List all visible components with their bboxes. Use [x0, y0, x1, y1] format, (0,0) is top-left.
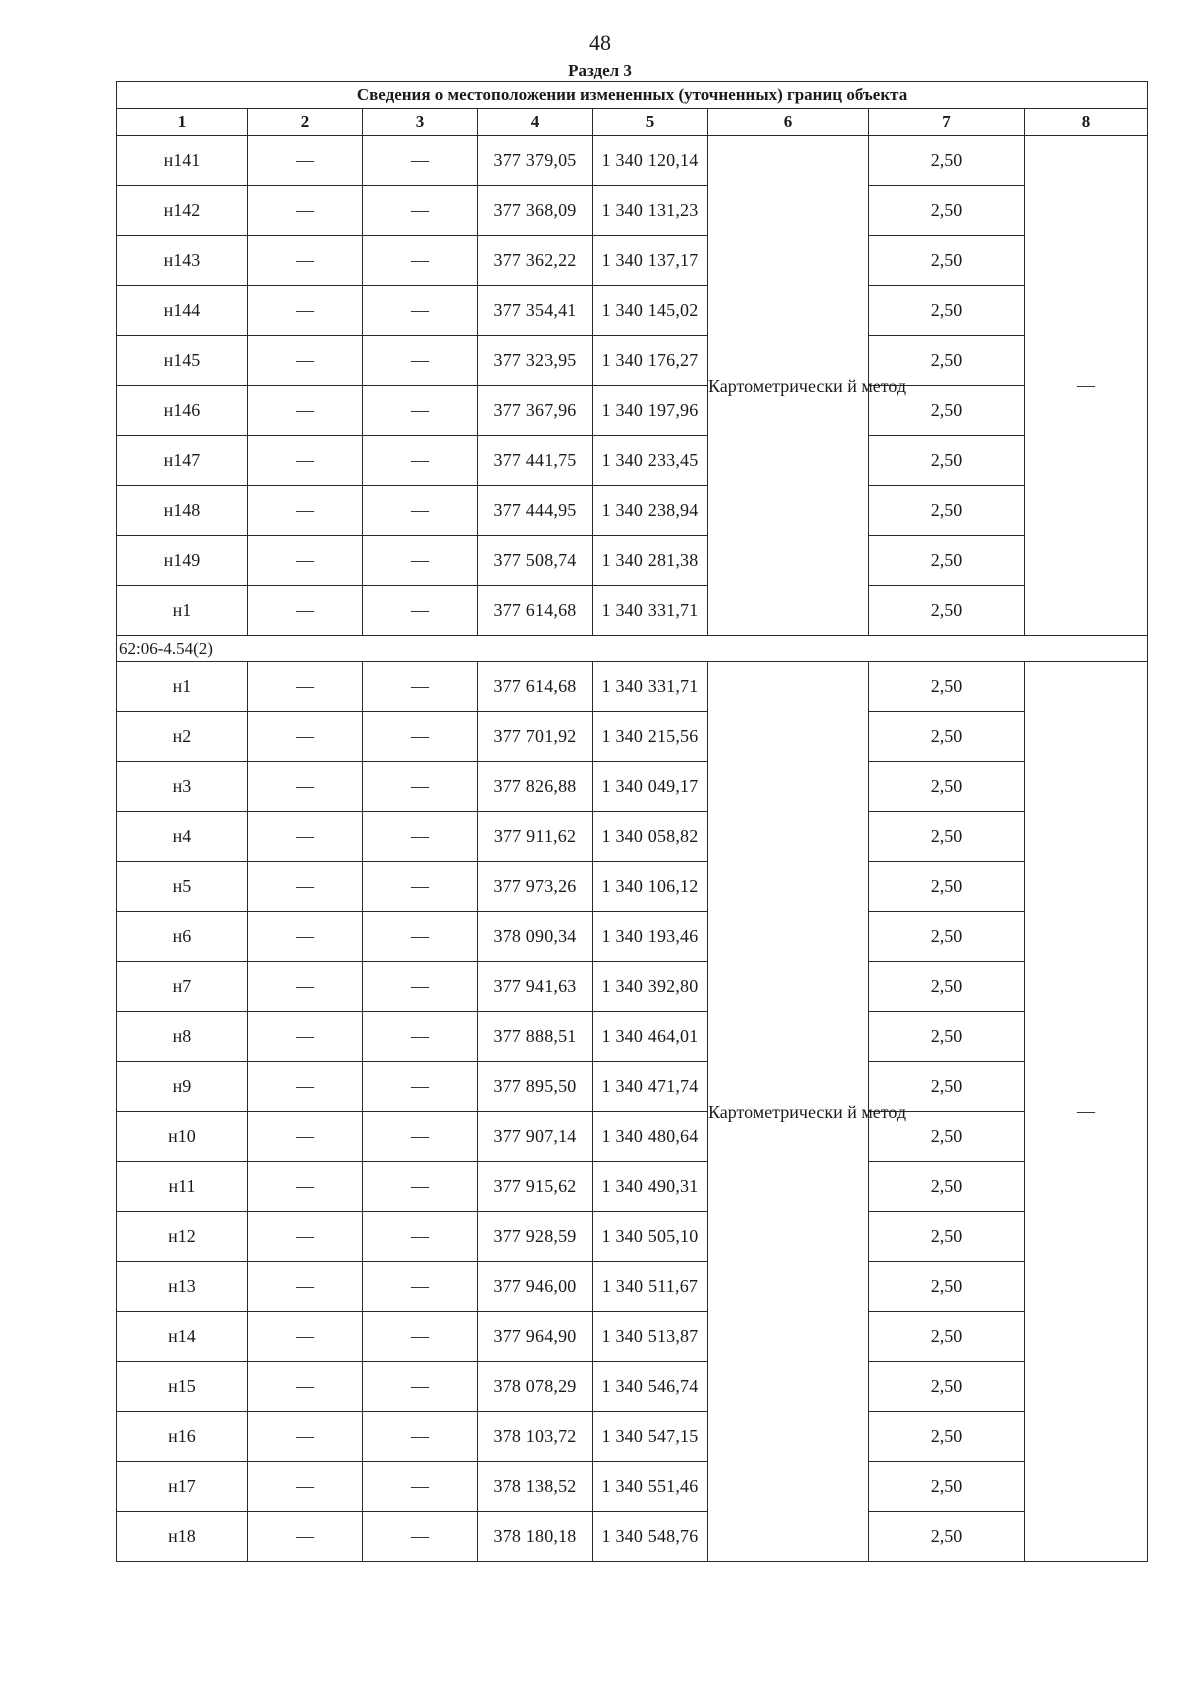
dash-cell: —: [248, 1262, 363, 1312]
point-cell: н18: [117, 1512, 248, 1562]
y-coordinate-cell: 1 340 120,14: [593, 136, 708, 186]
precision-cell: 2,50: [869, 586, 1025, 636]
method-cell: Картометрически й метод: [708, 136, 869, 636]
page-number: 48: [589, 30, 611, 55]
dash-cell: —: [248, 1012, 363, 1062]
precision-cell: 2,50: [869, 1062, 1025, 1112]
dash-cell: —: [248, 386, 363, 436]
point-cell: н149: [117, 536, 248, 586]
precision-cell: 2,50: [869, 436, 1025, 486]
point-cell: н6: [117, 912, 248, 962]
table-row: [117, 186, 1148, 236]
table-row: [117, 862, 1148, 912]
precision-cell: 2,50: [869, 236, 1025, 286]
x-coordinate-cell: 377 895,50: [478, 1062, 593, 1112]
dash-cell: —: [248, 286, 363, 336]
x-coordinate-cell: 377 964,90: [478, 1312, 593, 1362]
dash-cell: —: [363, 1362, 478, 1412]
column-number-row: [117, 109, 1148, 136]
dash-cell: —: [363, 662, 478, 712]
y-coordinate-cell: 1 340 233,45: [593, 436, 708, 486]
parcel-label-row: [117, 636, 1148, 662]
y-coordinate-cell: 1 340 490,31: [593, 1162, 708, 1212]
point-cell: н5: [117, 862, 248, 912]
dash-cell: —: [248, 862, 363, 912]
precision-cell: 2,50: [869, 186, 1025, 236]
x-coordinate-cell: 377 614,68: [478, 662, 593, 712]
dash-cell: —: [248, 712, 363, 762]
y-coordinate-cell: 1 340 547,15: [593, 1412, 708, 1462]
table-row: [117, 536, 1148, 586]
dash-cell: —: [248, 1312, 363, 1362]
table-caption: Сведения о местоположении измененных (уточненных) границ объекта: [117, 82, 1148, 109]
dash-cell: —: [248, 1212, 363, 1262]
column-number: 2: [248, 109, 363, 136]
y-coordinate-cell: 1 340 511,67: [593, 1262, 708, 1312]
y-coordinate-cell: 1 340 193,46: [593, 912, 708, 962]
dash-cell: —: [363, 1112, 478, 1162]
table-row: [117, 962, 1148, 1012]
dash-cell: —: [363, 1462, 478, 1512]
table-row: [117, 1412, 1148, 1462]
x-coordinate-cell: 377 323,95: [478, 336, 593, 386]
dash-cell: —: [363, 962, 478, 1012]
point-cell: н8: [117, 1012, 248, 1062]
table-row: [117, 286, 1148, 336]
column-number: 5: [593, 109, 708, 136]
table-body: [117, 82, 1148, 1562]
precision-cell: 2,50: [869, 1412, 1025, 1462]
point-cell: н148: [117, 486, 248, 536]
point-cell: н17: [117, 1462, 248, 1512]
dash-cell: —: [363, 1512, 478, 1562]
point-cell: н1: [117, 662, 248, 712]
point-cell: н7: [117, 962, 248, 1012]
x-coordinate-cell: 377 354,41: [478, 286, 593, 336]
dash-cell: —: [363, 236, 478, 286]
point-cell: н9: [117, 1062, 248, 1112]
precision-cell: 2,50: [869, 962, 1025, 1012]
table-caption-row: [117, 82, 1148, 109]
y-coordinate-cell: 1 340 331,71: [593, 586, 708, 636]
point-cell: н3: [117, 762, 248, 812]
table-row: [117, 136, 1148, 186]
dash-cell: —: [248, 1112, 363, 1162]
table-row: [117, 586, 1148, 636]
table-row: [117, 712, 1148, 762]
table-row: [117, 812, 1148, 862]
point-cell: н145: [117, 336, 248, 386]
y-coordinate-cell: 1 340 215,56: [593, 712, 708, 762]
dash-cell: —: [363, 286, 478, 336]
table-row: [117, 336, 1148, 386]
y-coordinate-cell: 1 340 238,94: [593, 486, 708, 536]
dash-cell: —: [248, 662, 363, 712]
x-coordinate-cell: 377 614,68: [478, 586, 593, 636]
point-cell: н15: [117, 1362, 248, 1412]
y-coordinate-cell: 1 340 058,82: [593, 812, 708, 862]
point-cell: н14: [117, 1312, 248, 1362]
point-cell: н144: [117, 286, 248, 336]
dash-cell: —: [363, 536, 478, 586]
table-row: [117, 1012, 1148, 1062]
y-coordinate-cell: 1 340 106,12: [593, 862, 708, 912]
table-row: [117, 386, 1148, 436]
x-coordinate-cell: 377 928,59: [478, 1212, 593, 1262]
column-number: 1: [117, 109, 248, 136]
precision-cell: 2,50: [869, 486, 1025, 536]
precision-cell: 2,50: [869, 1212, 1025, 1262]
y-coordinate-cell: 1 340 548,76: [593, 1512, 708, 1562]
x-coordinate-cell: 377 444,95: [478, 486, 593, 536]
point-cell: н141: [117, 136, 248, 186]
dash-cell: —: [363, 136, 478, 186]
table-row: [117, 1212, 1148, 1262]
x-coordinate-cell: 377 368,09: [478, 186, 593, 236]
precision-cell: 2,50: [869, 386, 1025, 436]
column-number: 3: [363, 109, 478, 136]
y-coordinate-cell: 1 340 392,80: [593, 962, 708, 1012]
dash-cell: —: [248, 236, 363, 286]
y-coordinate-cell: 1 340 546,74: [593, 1362, 708, 1412]
precision-cell: 2,50: [869, 1012, 1025, 1062]
x-coordinate-cell: 377 362,22: [478, 236, 593, 286]
column-number: 6: [708, 109, 869, 136]
x-coordinate-cell: 377 907,14: [478, 1112, 593, 1162]
point-cell: н16: [117, 1412, 248, 1462]
dash-cell: —: [248, 486, 363, 536]
table-row: [117, 662, 1148, 712]
precision-cell: 2,50: [869, 136, 1025, 186]
point-cell: н13: [117, 1262, 248, 1312]
column-8-cell: —: [1025, 136, 1148, 636]
precision-cell: 2,50: [869, 1362, 1025, 1412]
dash-cell: —: [363, 1312, 478, 1362]
dash-cell: —: [248, 1162, 363, 1212]
x-coordinate-cell: 377 888,51: [478, 1012, 593, 1062]
point-cell: н12: [117, 1212, 248, 1262]
x-coordinate-cell: 377 911,62: [478, 812, 593, 862]
x-coordinate-cell: 377 379,05: [478, 136, 593, 186]
precision-cell: 2,50: [869, 1112, 1025, 1162]
x-coordinate-cell: 377 941,63: [478, 962, 593, 1012]
y-coordinate-cell: 1 340 049,17: [593, 762, 708, 812]
column-number: 8: [1025, 109, 1148, 136]
point-cell: н147: [117, 436, 248, 486]
dash-cell: —: [248, 1362, 363, 1412]
dash-cell: —: [248, 136, 363, 186]
y-coordinate-cell: 1 340 197,96: [593, 386, 708, 436]
x-coordinate-cell: 378 090,34: [478, 912, 593, 962]
table-row: [117, 236, 1148, 286]
x-coordinate-cell: 378 078,29: [478, 1362, 593, 1412]
point-cell: н142: [117, 186, 248, 236]
point-cell: н11: [117, 1162, 248, 1212]
dash-cell: —: [363, 1012, 478, 1062]
table-row: [117, 1362, 1148, 1412]
table-row: [117, 1462, 1148, 1512]
dash-cell: —: [363, 1262, 478, 1312]
table-row: [117, 436, 1148, 486]
dash-cell: —: [363, 1412, 478, 1462]
point-cell: н143: [117, 236, 248, 286]
y-coordinate-cell: 1 340 145,02: [593, 286, 708, 336]
table-row: [117, 1162, 1148, 1212]
y-coordinate-cell: 1 340 331,71: [593, 662, 708, 712]
precision-cell: 2,50: [869, 1462, 1025, 1512]
y-coordinate-cell: 1 340 480,64: [593, 1112, 708, 1162]
column-8-cell: —: [1025, 662, 1148, 1562]
y-coordinate-cell: 1 340 551,46: [593, 1462, 708, 1512]
table-row: [117, 486, 1148, 536]
x-coordinate-cell: 377 915,62: [478, 1162, 593, 1212]
method-cell: Картометрически й метод: [708, 662, 869, 1562]
y-coordinate-cell: 1 340 471,74: [593, 1062, 708, 1112]
x-coordinate-cell: 378 180,18: [478, 1512, 593, 1562]
dash-cell: —: [363, 762, 478, 812]
dash-cell: —: [363, 1062, 478, 1112]
dash-cell: —: [248, 186, 363, 236]
table-row: [117, 1312, 1148, 1362]
precision-cell: 2,50: [869, 912, 1025, 962]
precision-cell: 2,50: [869, 762, 1025, 812]
dash-cell: —: [248, 812, 363, 862]
point-cell: н146: [117, 386, 248, 436]
y-coordinate-cell: 1 340 131,23: [593, 186, 708, 236]
point-cell: н1: [117, 586, 248, 636]
precision-cell: 2,50: [869, 1162, 1025, 1212]
point-cell: н2: [117, 712, 248, 762]
dash-cell: —: [363, 1212, 478, 1262]
x-coordinate-cell: 377 701,92: [478, 712, 593, 762]
table-row: [117, 1112, 1148, 1162]
precision-cell: 2,50: [869, 862, 1025, 912]
precision-cell: 2,50: [869, 1512, 1025, 1562]
dash-cell: —: [363, 336, 478, 386]
precision-cell: 2,50: [869, 536, 1025, 586]
x-coordinate-cell: 378 138,52: [478, 1462, 593, 1512]
table-row: [117, 762, 1148, 812]
y-coordinate-cell: 1 340 464,01: [593, 1012, 708, 1062]
x-coordinate-cell: 378 103,72: [478, 1412, 593, 1462]
precision-cell: 2,50: [869, 812, 1025, 862]
x-coordinate-cell: 377 367,96: [478, 386, 593, 436]
table-row: [117, 1262, 1148, 1312]
y-coordinate-cell: 1 340 281,38: [593, 536, 708, 586]
dash-cell: —: [363, 486, 478, 536]
y-coordinate-cell: 1 340 505,10: [593, 1212, 708, 1262]
x-coordinate-cell: 377 826,88: [478, 762, 593, 812]
point-cell: н4: [117, 812, 248, 862]
dash-cell: —: [248, 762, 363, 812]
table-row: [117, 1062, 1148, 1112]
precision-cell: 2,50: [869, 336, 1025, 386]
dash-cell: —: [363, 712, 478, 762]
point-cell: н10: [117, 1112, 248, 1162]
dash-cell: —: [363, 812, 478, 862]
x-coordinate-cell: 377 973,26: [478, 862, 593, 912]
dash-cell: —: [248, 1062, 363, 1112]
dash-cell: —: [248, 962, 363, 1012]
dash-cell: —: [363, 862, 478, 912]
dash-cell: —: [248, 436, 363, 486]
dash-cell: —: [363, 186, 478, 236]
precision-cell: 2,50: [869, 1312, 1025, 1362]
y-coordinate-cell: 1 340 137,17: [593, 236, 708, 286]
dash-cell: —: [248, 586, 363, 636]
y-coordinate-cell: 1 340 176,27: [593, 336, 708, 386]
dash-cell: —: [248, 1462, 363, 1512]
table-row: [117, 1512, 1148, 1562]
y-coordinate-cell: 1 340 513,87: [593, 1312, 708, 1362]
dash-cell: —: [363, 586, 478, 636]
precision-cell: 2,50: [869, 662, 1025, 712]
dash-cell: —: [363, 1162, 478, 1212]
dash-cell: —: [248, 1512, 363, 1562]
section-title: Раздел 3: [568, 61, 632, 80]
precision-cell: 2,50: [869, 712, 1025, 762]
precision-cell: 2,50: [869, 1262, 1025, 1312]
column-number: 4: [478, 109, 593, 136]
dash-cell: —: [363, 386, 478, 436]
dash-cell: —: [248, 912, 363, 962]
x-coordinate-cell: 377 508,74: [478, 536, 593, 586]
parcel-label: 62:06-4.54(2): [117, 636, 1148, 662]
dash-cell: —: [363, 436, 478, 486]
x-coordinate-cell: 377 441,75: [478, 436, 593, 486]
dash-cell: —: [248, 336, 363, 386]
x-coordinate-cell: 377 946,00: [478, 1262, 593, 1312]
table-row: [117, 912, 1148, 962]
coordinates-table: [116, 81, 1148, 1562]
dash-cell: —: [363, 912, 478, 962]
precision-cell: 2,50: [869, 286, 1025, 336]
dash-cell: —: [248, 1412, 363, 1462]
dash-cell: —: [248, 536, 363, 586]
column-number: 7: [869, 109, 1025, 136]
